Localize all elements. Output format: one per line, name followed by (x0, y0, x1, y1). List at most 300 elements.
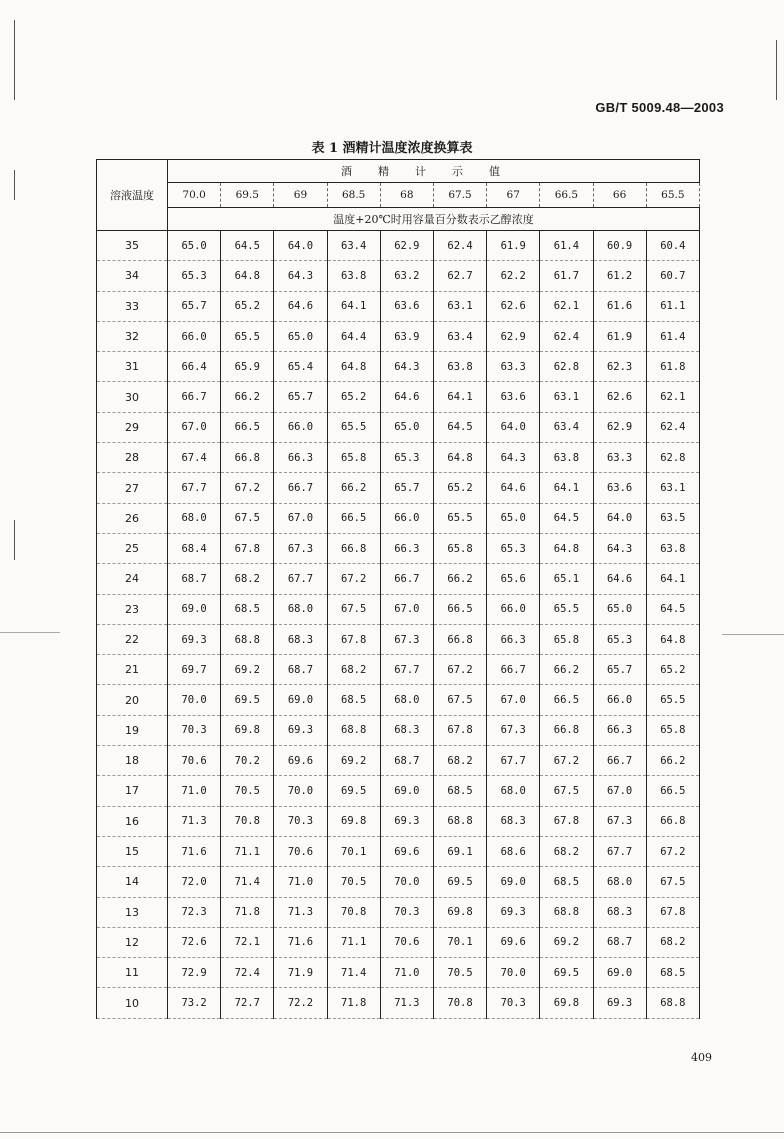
concentration-cell: 68.8 (540, 897, 593, 927)
concentration-cell: 65.7 (168, 291, 221, 321)
table-row (97, 685, 700, 715)
meter-value-header: 69 (274, 183, 327, 208)
concentration-cell: 69.7 (168, 655, 221, 685)
concentration-cell: 71.3 (380, 988, 433, 1018)
concentration-cell: 62.6 (593, 382, 646, 412)
concentration-cell: 68.8 (327, 715, 380, 745)
table-row (97, 897, 700, 927)
concentration-cell: 64.5 (221, 231, 274, 261)
concentration-cell: 70.6 (274, 836, 327, 866)
temperature-cell: 15 (97, 836, 168, 866)
concentration-cell: 62.2 (487, 261, 540, 291)
concentration-cell: 68.0 (593, 867, 646, 897)
concentration-cell: 72.7 (221, 988, 274, 1018)
concentration-cell: 67.3 (487, 715, 540, 745)
concentration-cell: 69.0 (168, 594, 221, 624)
concentration-cell: 65.8 (646, 715, 699, 745)
concentration-cell: 63.8 (327, 261, 380, 291)
concentration-cell: 63.4 (327, 231, 380, 261)
concentration-cell: 70.3 (168, 715, 221, 745)
concentration-cell: 68.2 (221, 564, 274, 594)
concentration-cell: 68.7 (380, 746, 433, 776)
table-row (97, 321, 700, 351)
concentration-cell: 62.1 (646, 382, 699, 412)
concentration-cell: 69.0 (380, 776, 433, 806)
concentration-cell: 67.0 (168, 412, 221, 442)
concentration-cell: 67.7 (274, 564, 327, 594)
concentration-cell: 64.6 (593, 564, 646, 594)
concentration-cell: 69.0 (274, 685, 327, 715)
concentration-cell: 65.3 (380, 443, 433, 473)
concentration-cell: 63.4 (540, 412, 593, 442)
temperature-cell: 22 (97, 624, 168, 654)
concentration-cell: 68.5 (646, 958, 699, 988)
concentration-cell: 68.0 (380, 685, 433, 715)
table-row (97, 473, 700, 503)
table-row (97, 927, 700, 957)
temperature-cell: 26 (97, 503, 168, 533)
table-row (97, 836, 700, 866)
concentration-cell: 60.4 (646, 231, 699, 261)
concentration-cell: 68.8 (433, 806, 486, 836)
concentration-cell: 69.5 (327, 776, 380, 806)
table-row (97, 715, 700, 745)
temperature-cell: 31 (97, 352, 168, 382)
concentration-cell: 68.5 (433, 776, 486, 806)
table-row (97, 291, 700, 321)
concentration-cell: 63.1 (433, 291, 486, 321)
concentration-cell: 66.7 (593, 746, 646, 776)
concentration-cell: 69.6 (487, 927, 540, 957)
concentration-cell: 63.4 (433, 321, 486, 351)
concentration-cell: 70.8 (433, 988, 486, 1018)
concentration-cell: 62.8 (646, 443, 699, 473)
concentration-cell: 69.2 (327, 746, 380, 776)
temperature-cell: 14 (97, 867, 168, 897)
concentration-cell: 64.6 (487, 473, 540, 503)
concentration-cell: 65.2 (646, 655, 699, 685)
temperature-cell: 19 (97, 715, 168, 745)
concentration-cell: 63.9 (380, 321, 433, 351)
concentration-cell: 63.8 (540, 443, 593, 473)
concentration-cell: 66.4 (168, 352, 221, 382)
concentration-cell: 70.1 (433, 927, 486, 957)
table-row (97, 443, 700, 473)
concentration-cell: 66.8 (433, 624, 486, 654)
temperature-cell: 27 (97, 473, 168, 503)
concentration-cell: 69.8 (327, 806, 380, 836)
concentration-cell: 65.9 (221, 352, 274, 382)
concentration-cell: 67.5 (646, 867, 699, 897)
concentration-cell: 64.5 (433, 412, 486, 442)
temperature-cell: 34 (97, 261, 168, 291)
concentration-cell: 62.9 (593, 412, 646, 442)
concentration-cell: 70.5 (327, 867, 380, 897)
concentration-cell: 67.7 (168, 473, 221, 503)
concentration-cell: 64.5 (646, 594, 699, 624)
temperature-cell: 32 (97, 321, 168, 351)
table-row (97, 594, 700, 624)
concentration-cell: 66.3 (380, 533, 433, 563)
concentration-cell: 66.2 (646, 746, 699, 776)
concentration-cell: 66.7 (274, 473, 327, 503)
concentration-cell: 65.0 (487, 503, 540, 533)
concentration-cell: 68.2 (646, 927, 699, 957)
concentration-cell: 67.0 (380, 594, 433, 624)
concentration-cell: 67.8 (646, 897, 699, 927)
table-row (97, 624, 700, 654)
concentration-cell: 66.0 (487, 594, 540, 624)
concentration-cell: 72.2 (274, 988, 327, 1018)
concentration-cell: 65.2 (327, 382, 380, 412)
concentration-cell: 71.6 (168, 836, 221, 866)
table-row (97, 231, 700, 261)
concentration-cell: 64.0 (593, 503, 646, 533)
concentration-cell: 65.0 (274, 321, 327, 351)
meter-value-header: 66 (593, 183, 646, 208)
concentration-cell: 68.7 (593, 927, 646, 957)
concentration-cell: 62.8 (540, 352, 593, 382)
temperature-cell: 30 (97, 382, 168, 412)
concentration-cell: 62.9 (380, 231, 433, 261)
concentration-cell: 65.8 (540, 624, 593, 654)
temperature-cell: 17 (97, 776, 168, 806)
concentration-cell: 72.6 (168, 927, 221, 957)
concentration-cell: 69.5 (221, 685, 274, 715)
concentration-cell: 70.6 (380, 927, 433, 957)
concentration-cell: 63.6 (380, 291, 433, 321)
concentration-cell: 65.5 (646, 685, 699, 715)
concentration-cell: 68.5 (221, 594, 274, 624)
concentration-cell: 63.6 (487, 382, 540, 412)
concentration-cell: 72.3 (168, 897, 221, 927)
table-row (97, 867, 700, 897)
concentration-cell: 65.3 (168, 261, 221, 291)
concentration-cell: 69.3 (487, 897, 540, 927)
concentration-cell: 64.1 (327, 291, 380, 321)
concentration-cell: 61.6 (593, 291, 646, 321)
concentration-cell: 69.5 (540, 958, 593, 988)
temperature-cell: 13 (97, 897, 168, 927)
scan-edge-mark (0, 1132, 784, 1133)
concentration-cell: 62.3 (593, 352, 646, 382)
concentration-cell: 71.1 (327, 927, 380, 957)
concentration-cell: 64.3 (593, 533, 646, 563)
concentration-cell: 71.0 (168, 776, 221, 806)
concentration-cell: 64.1 (646, 564, 699, 594)
concentration-cell: 69.2 (540, 927, 593, 957)
concentration-cell: 70.3 (274, 806, 327, 836)
concentration-cell: 63.5 (646, 503, 699, 533)
concentration-cell: 70.2 (221, 746, 274, 776)
concentration-cell: 68.3 (593, 897, 646, 927)
concentration-cell: 63.3 (593, 443, 646, 473)
concentration-cell: 71.3 (274, 897, 327, 927)
concentration-cell: 67.5 (433, 685, 486, 715)
concentration-cell: 69.6 (380, 836, 433, 866)
temperature-cell: 11 (97, 958, 168, 988)
concentration-cell: 64.6 (274, 291, 327, 321)
concentration-cell: 72.0 (168, 867, 221, 897)
concentration-cell: 73.2 (168, 988, 221, 1018)
concentration-cell: 70.0 (380, 867, 433, 897)
concentration-cell: 64.8 (646, 624, 699, 654)
temperature-cell: 23 (97, 594, 168, 624)
table-row (97, 503, 700, 533)
concentration-cell: 65.5 (221, 321, 274, 351)
concentration-cell: 66.0 (380, 503, 433, 533)
concentration-cell: 67.8 (327, 624, 380, 654)
concentration-cell: 69.0 (593, 958, 646, 988)
concentration-cell: 66.2 (540, 655, 593, 685)
temperature-cell: 20 (97, 685, 168, 715)
scan-edge-mark (776, 40, 777, 100)
concentration-cell: 65.7 (274, 382, 327, 412)
table-row (97, 352, 700, 382)
concentration-cell: 69.3 (593, 988, 646, 1018)
concentration-cell: 71.4 (221, 867, 274, 897)
concentration-cell: 67.7 (593, 836, 646, 866)
concentration-cell: 68.8 (646, 988, 699, 1018)
concentration-cell: 67.0 (593, 776, 646, 806)
concentration-cell: 63.8 (646, 533, 699, 563)
meter-value-header: 69.5 (221, 183, 274, 208)
concentration-cell: 70.6 (168, 746, 221, 776)
concentration-cell: 70.5 (221, 776, 274, 806)
concentration-cell: 62.4 (540, 321, 593, 351)
concentration-cell: 66.0 (168, 321, 221, 351)
temperature-cell: 21 (97, 655, 168, 685)
meter-value-header: 65.5 (646, 183, 699, 208)
table-row (97, 988, 700, 1018)
concentration-cell: 64.4 (327, 321, 380, 351)
concentration-cell: 71.8 (327, 988, 380, 1018)
scan-edge-mark (722, 634, 784, 635)
concentration-cell: 70.1 (327, 836, 380, 866)
concentration-cell: 70.8 (327, 897, 380, 927)
concentration-cell: 68.2 (433, 746, 486, 776)
concentration-cell: 64.8 (540, 533, 593, 563)
concentration-cell: 65.6 (487, 564, 540, 594)
concentration-cell: 64.5 (540, 503, 593, 533)
concentration-cell: 68.6 (487, 836, 540, 866)
concentration-cell: 65.8 (433, 533, 486, 563)
concentration-cell: 72.4 (221, 958, 274, 988)
concentration-cell: 70.3 (380, 897, 433, 927)
concentration-cell: 67.2 (540, 746, 593, 776)
concentration-cell: 69.3 (168, 624, 221, 654)
concentration-cell: 68.2 (327, 655, 380, 685)
concentration-cell: 67.2 (327, 564, 380, 594)
concentration-cell: 61.9 (593, 321, 646, 351)
concentration-cell: 71.0 (380, 958, 433, 988)
concentration-cell: 68.3 (380, 715, 433, 745)
concentration-cell: 65.7 (593, 655, 646, 685)
concentration-cell: 65.0 (593, 594, 646, 624)
concentration-cell: 66.0 (274, 412, 327, 442)
concentration-cell: 62.7 (433, 261, 486, 291)
concentration-cell: 66.3 (274, 443, 327, 473)
concentration-cell: 71.3 (168, 806, 221, 836)
concentration-cell: 70.0 (274, 776, 327, 806)
concentration-cell: 69.8 (433, 897, 486, 927)
concentration-cell: 66.2 (433, 564, 486, 594)
concentration-cell: 64.1 (540, 473, 593, 503)
concentration-cell: 71.0 (274, 867, 327, 897)
temperature-cell: 35 (97, 231, 168, 261)
concentration-cell: 66.5 (646, 776, 699, 806)
meter-reading-header: 酒精计示值 (168, 160, 700, 183)
temperature-cell: 28 (97, 443, 168, 473)
concentration-cell: 64.3 (274, 261, 327, 291)
concentration-cell: 62.4 (433, 231, 486, 261)
meter-value-header: 67 (487, 183, 540, 208)
concentration-cell: 70.3 (487, 988, 540, 1018)
scan-edge-mark (14, 520, 15, 560)
concentration-cell: 64.8 (433, 443, 486, 473)
scan-edge-mark (0, 632, 60, 633)
concentration-cell: 71.1 (221, 836, 274, 866)
concentration-cell: 68.7 (168, 564, 221, 594)
scan-edge-mark (14, 20, 15, 100)
concentration-cell: 66.2 (327, 473, 380, 503)
concentration-cell: 67.2 (433, 655, 486, 685)
concentration-cell: 67.7 (487, 746, 540, 776)
table-row (97, 746, 700, 776)
concentration-cell: 67.8 (540, 806, 593, 836)
concentration-cell: 65.5 (327, 412, 380, 442)
concentration-cell: 62.1 (540, 291, 593, 321)
concentration-cell: 66.5 (433, 594, 486, 624)
concentration-cell: 66.7 (487, 655, 540, 685)
concentration-cell: 67.5 (221, 503, 274, 533)
concentration-cell: 63.3 (487, 352, 540, 382)
concentration-cell: 65.3 (593, 624, 646, 654)
concentration-cell: 70.0 (487, 958, 540, 988)
table-row (97, 261, 700, 291)
concentration-cell: 61.4 (540, 231, 593, 261)
temperature-cell: 29 (97, 412, 168, 442)
concentration-cell: 64.6 (380, 382, 433, 412)
concentration-cell: 67.5 (540, 776, 593, 806)
concentration-cell: 68.7 (274, 655, 327, 685)
temperature-cell: 24 (97, 564, 168, 594)
concentration-cell: 64.3 (487, 443, 540, 473)
concentration-cell: 60.9 (593, 231, 646, 261)
concentration-cell: 69.1 (433, 836, 486, 866)
concentration-cell: 60.7 (646, 261, 699, 291)
concentration-cell: 66.0 (593, 685, 646, 715)
table-row (97, 382, 700, 412)
concentration-cell: 63.1 (646, 473, 699, 503)
concentration-cell: 61.8 (646, 352, 699, 382)
concentration-cell: 63.6 (593, 473, 646, 503)
concentration-cell: 66.5 (221, 412, 274, 442)
concentration-cell: 72.9 (168, 958, 221, 988)
concentration-cell: 70.0 (168, 685, 221, 715)
concentration-cell: 68.5 (327, 685, 380, 715)
table-row (97, 564, 700, 594)
concentration-cell: 65.7 (380, 473, 433, 503)
concentration-cell: 68.8 (221, 624, 274, 654)
concentration-cell: 68.0 (274, 594, 327, 624)
concentration-cell: 62.9 (487, 321, 540, 351)
concentration-cell: 71.9 (274, 958, 327, 988)
concentration-cell: 65.0 (380, 412, 433, 442)
page-number: 409 (691, 1051, 712, 1064)
concentration-cell: 67.4 (168, 443, 221, 473)
concentration-cell: 67.2 (646, 836, 699, 866)
concentration-subheader: 温度+20℃时用容量百分数表示乙醇浓度 (168, 208, 700, 231)
concentration-cell: 66.5 (327, 503, 380, 533)
concentration-cell: 64.8 (327, 352, 380, 382)
concentration-cell: 63.8 (433, 352, 486, 382)
concentration-cell: 68.3 (487, 806, 540, 836)
concentration-cell: 65.0 (168, 231, 221, 261)
concentration-cell: 68.0 (487, 776, 540, 806)
concentration-cell: 68.3 (274, 624, 327, 654)
table-row (97, 655, 700, 685)
concentration-cell: 65.5 (433, 503, 486, 533)
concentration-cell: 69.0 (487, 867, 540, 897)
concentration-cell: 61.1 (646, 291, 699, 321)
concentration-cell: 69.8 (540, 988, 593, 1018)
concentration-cell: 71.8 (221, 897, 274, 927)
concentration-cell: 65.2 (433, 473, 486, 503)
concentration-cell: 69.3 (274, 715, 327, 745)
concentration-cell: 64.0 (274, 231, 327, 261)
concentration-cell: 67.7 (380, 655, 433, 685)
concentration-cell: 68.4 (168, 533, 221, 563)
concentration-cell: 62.6 (487, 291, 540, 321)
concentration-cell: 61.7 (540, 261, 593, 291)
concentration-cell: 65.1 (540, 564, 593, 594)
concentration-cell: 62.4 (646, 412, 699, 442)
concentration-cell: 66.7 (380, 564, 433, 594)
concentration-cell: 67.3 (593, 806, 646, 836)
concentration-cell: 67.8 (433, 715, 486, 745)
concentration-cell: 70.8 (221, 806, 274, 836)
concentration-cell: 66.5 (540, 685, 593, 715)
concentration-cell: 72.1 (221, 927, 274, 957)
meter-value-header: 68 (380, 183, 433, 208)
temperature-cell: 12 (97, 927, 168, 957)
concentration-cell: 61.2 (593, 261, 646, 291)
concentration-cell: 66.8 (327, 533, 380, 563)
scan-edge-mark (14, 170, 15, 200)
concentration-cell: 66.3 (593, 715, 646, 745)
concentration-cell: 64.1 (433, 382, 486, 412)
concentration-cell: 67.2 (221, 473, 274, 503)
concentration-cell: 68.5 (540, 867, 593, 897)
concentration-cell: 66.8 (540, 715, 593, 745)
table-row (97, 806, 700, 836)
concentration-cell: 64.3 (380, 352, 433, 382)
concentration-cell: 68.0 (168, 503, 221, 533)
meter-values-row (97, 183, 700, 208)
alcohol-temperature-conversion-table (96, 159, 700, 1019)
concentration-cell: 65.2 (221, 291, 274, 321)
concentration-cell: 69.5 (433, 867, 486, 897)
concentration-cell: 69.8 (221, 715, 274, 745)
concentration-cell: 61.4 (646, 321, 699, 351)
concentration-cell: 66.8 (221, 443, 274, 473)
temperature-column-header: 溶液温度 (97, 160, 168, 231)
concentration-cell: 67.3 (274, 533, 327, 563)
table-row (97, 412, 700, 442)
concentration-cell: 66.7 (168, 382, 221, 412)
meter-value-header: 68.5 (327, 183, 380, 208)
